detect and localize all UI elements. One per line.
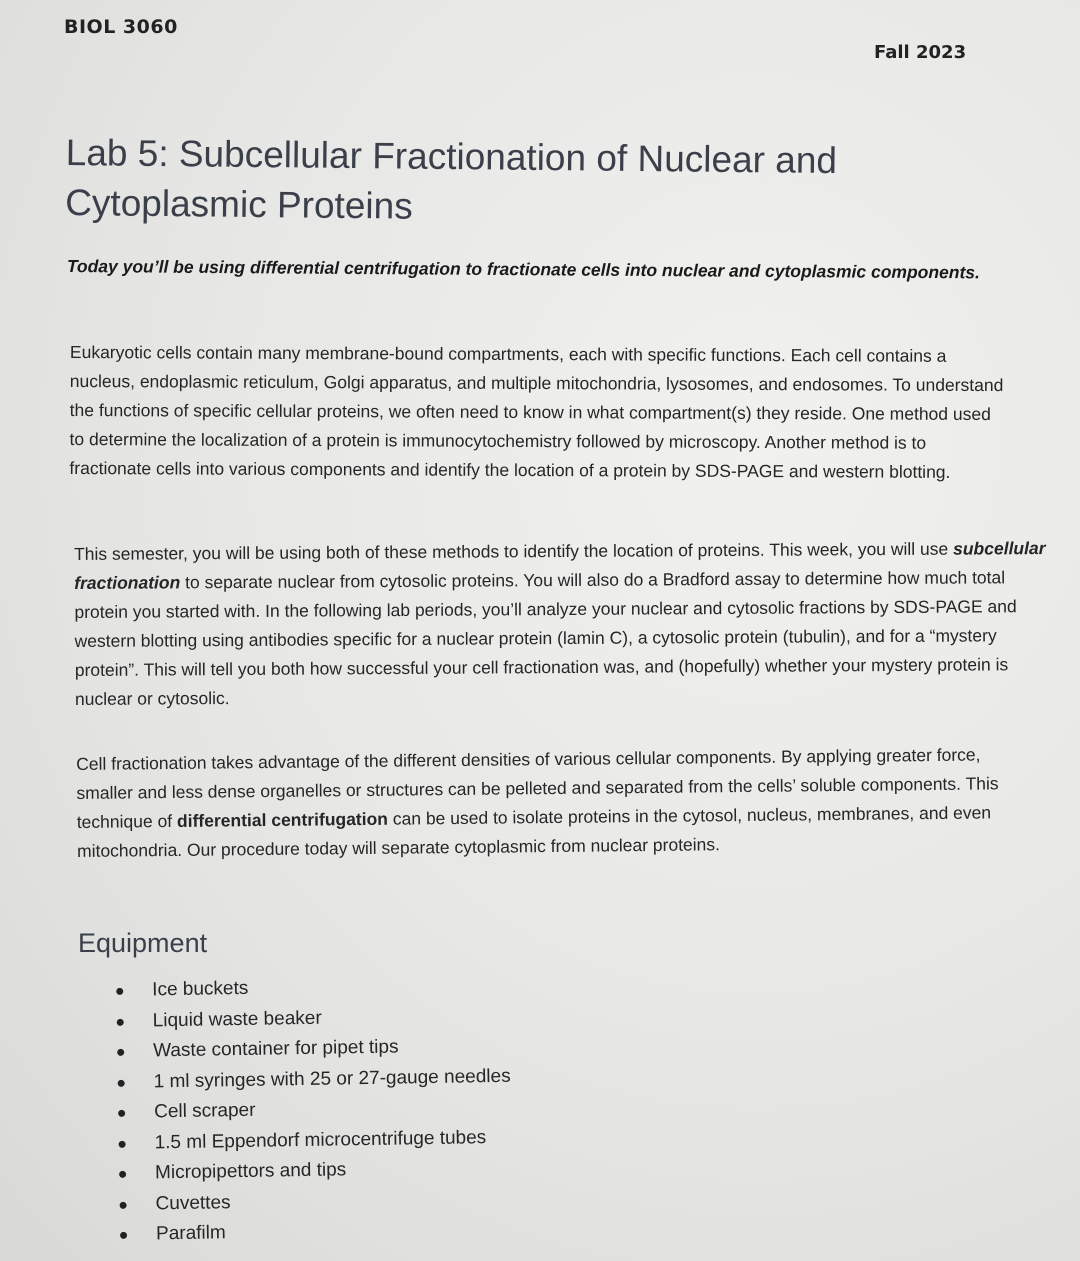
differential-centrifugation-term: differential centrifugation bbox=[176, 808, 389, 831]
paragraph-compartments: Eukaryotic cells contain many membrane-bound compartments, each with specific functions. Each cell contains a nucleus, endoplasmic reticulum, Golgi apparatus, and multiple mitochondria, lysosomes, and endosomes. To understand the functions of specific cellular proteins, we often need to know in what compartment(s) they reside. One method used to determine the localization of a protein is immunocytochemistry followed by microscopy. Another method is to fractionate cells into various components and identify the location of a protein by SDS-PAGE and western blotting. bbox=[69, 341, 1004, 482]
list-item: 1 ml syringes with 25 or 27-gauge needles bbox=[113, 1061, 510, 1098]
paragraph-methods bbox=[74, 534, 1050, 714]
list-item: Waste container for pipet tips bbox=[113, 1031, 510, 1068]
subcellular-fractionation-term: subcellular fractionation bbox=[74, 538, 1046, 593]
paragraph-centrifugation-text-2: can be used to isolate proteins in the cytosol, nucleus, membranes, and even mitochondria. Our procedure today will separate cytoplasmic from nuclear proteins. bbox=[76, 802, 992, 861]
equipment-list bbox=[112, 970, 513, 1251]
list-item: Micropipettors and tips bbox=[115, 1153, 512, 1190]
lab-title-line-2: Cytoplasmic Proteins bbox=[65, 181, 413, 227]
list-item: 1.5 ml Eppendorf microcentrifuge tubes bbox=[114, 1122, 511, 1159]
list-item: Liquid waste beaker bbox=[112, 1000, 509, 1037]
course-code: BIOL 3060 bbox=[64, 16, 178, 38]
list-item: Cell scraper bbox=[114, 1092, 511, 1129]
list-item: Parafilm bbox=[116, 1214, 513, 1251]
paragraph-centrifugation-text-1: Cell fractionation takes advantage of the different densities of various cellular components. By applying greater force, smaller and less dense organelles or structures can be pelleted and separated from the cells’ soluble components. This technique of bbox=[76, 744, 999, 832]
list-item: Cuvettes bbox=[115, 1183, 512, 1220]
list-item: Ice buckets bbox=[112, 970, 509, 1007]
intro-statement: Today you’ll be using differential centrifugation to fractionate cells into nuclear and cytoplasmic components. bbox=[66, 255, 981, 283]
equipment-heading: Equipment bbox=[78, 928, 208, 958]
lab-title-line-1: Lab 5: Subcellular Fractionation of Nuclear and bbox=[65, 131, 838, 182]
paragraph-methods-text-2: to separate nuclear from cytosolic proteins. You will also do a Bradford assay to determine how much total protein you started with. In the following lab periods, you’ll analyze your nuclear and cytosolic fractions by SDS-PAGE and western blotting using antibodies specific for a nuclear protein (lamin C), a cytosolic protein (tubulin), and for a “mystery protein”. This will tell you both how successful your cell fractionation was, and (hopefully) whether your mystery protein is nuclear or cytosolic. bbox=[74, 567, 1017, 709]
paragraph-centrifugation bbox=[76, 740, 1027, 866]
paragraph-methods-text-1: This semester, you will be using both of these methods to identify the location of proteins. This week, you will use bbox=[74, 538, 954, 564]
lab-title bbox=[65, 128, 926, 237]
term-label: Fall 2023 bbox=[874, 42, 967, 63]
